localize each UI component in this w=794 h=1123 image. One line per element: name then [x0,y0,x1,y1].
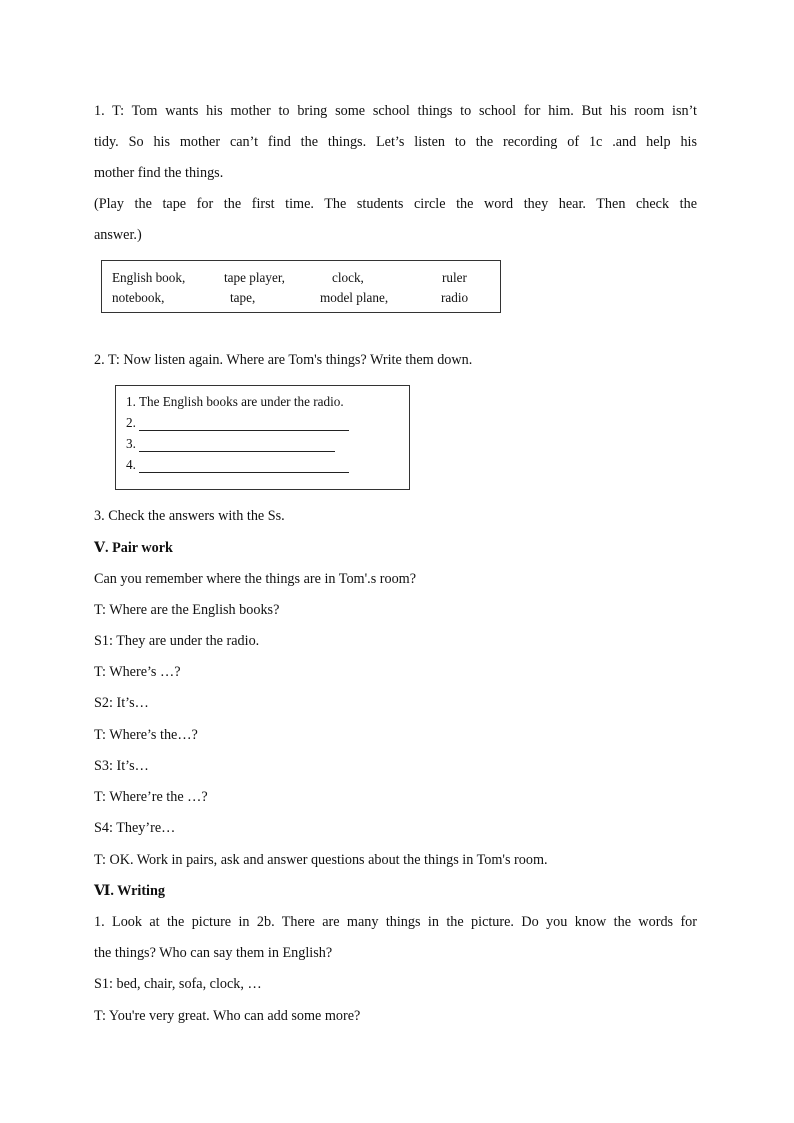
dialogue-line: S4: They’re… [94,820,176,836]
paragraph-line: 2. T: Now listen again. Where are Tom's things? Write them down. [94,352,473,368]
paragraph-line: mother find the things. [94,165,224,181]
answer-box [115,385,410,490]
word-item: clock, [332,270,364,285]
paragraph-line: answer.) [94,227,142,243]
answer-blank[interactable] [139,438,335,452]
paragraph-line: 3. Check the answers with the Ss. [94,508,285,524]
paragraph-line: 1. T: Tom wants his mother to bring some school things to school for him. But his room isn’t [94,103,697,119]
word-item: ruler [442,270,467,285]
paragraph-line: the things? Who can say them in English? [94,945,333,961]
word-item: tape, [230,290,256,305]
paragraph-line: (Play the tape for the first time. The students circle the word they hear. Then check the [94,196,697,212]
dialogue-line: S3: It’s… [94,758,149,774]
word-item: tape player, [224,270,285,285]
word-item: notebook, [112,290,165,305]
answer-blank[interactable] [139,459,349,473]
word-item: radio [441,290,469,305]
dialogue-line: T: OK. Work in pairs, ask and answer questions about the things in Tom's room. [94,852,548,868]
answer-number: 4. [126,457,136,472]
dialogue-line: S1: bed, chair, sofa, clock, … [94,976,262,992]
paragraph-line: 1. Look at the picture in 2b. There are many things in the picture. Do you know the words for [94,914,697,930]
answer-line [126,436,335,452]
section-heading-writing: Ⅵ. Writing [94,883,165,899]
word-item: English book, [112,270,186,285]
dialogue-line: S1: They are under the radio. [94,633,260,649]
answer-blank[interactable] [139,417,349,431]
paragraph-line: tidy. So his mother can’t find the things. Let’s listen to the recording of 1c .and help his [94,134,697,150]
answer-line: 1. The English books are under the radio. [126,394,344,409]
answer-line [126,415,349,431]
section-heading-pair-work: Ⅴ. Pair work [94,540,173,556]
dialogue-line: T: Where’s …? [94,664,181,680]
answer-number: 3. [126,436,136,451]
word-item: model plane, [320,290,389,305]
dialogue-line: S2: It’s… [94,695,149,711]
answer-line [126,457,349,473]
paragraph-line: Can you remember where the things are in Tom'.s room? [94,571,417,587]
dialogue-line: T: Where are the English books? [94,602,280,618]
dialogue-line: T: Where’s the…? [94,727,198,743]
dialogue-line: T: You're very great. Who can add some more? [94,1008,361,1024]
answer-number: 2. [126,415,136,430]
dialogue-line: T: Where’re the …? [94,789,208,805]
word-box [101,260,501,313]
